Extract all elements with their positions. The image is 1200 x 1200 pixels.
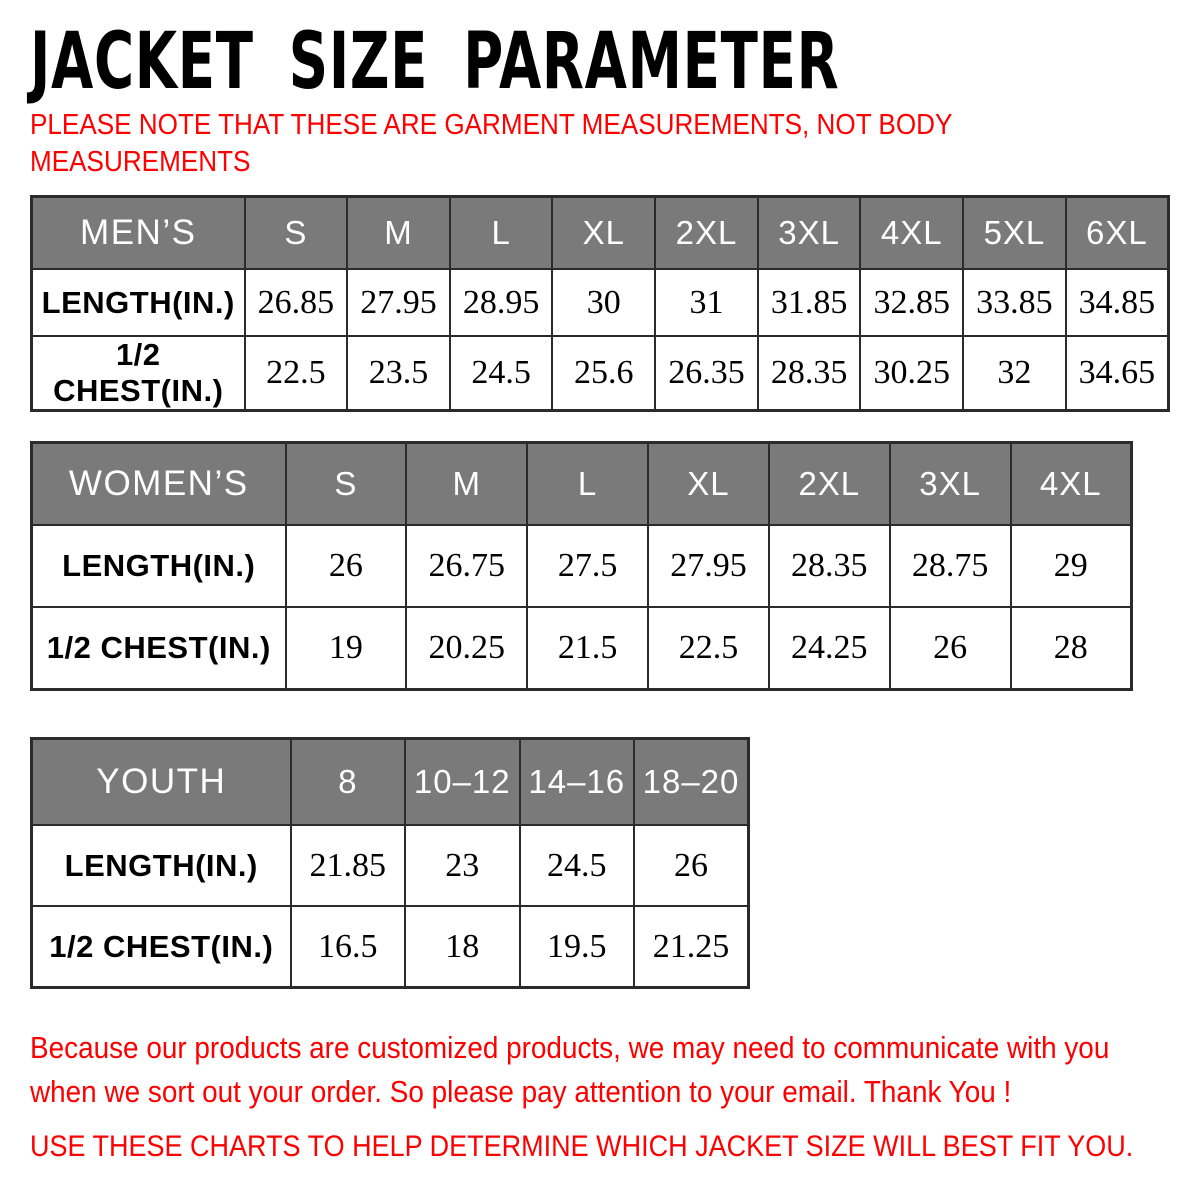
men-measurement-value: 34.65 [1066,336,1169,411]
women-measurement-value: 20.25 [406,607,527,690]
youth-measurement-value: 23 [405,825,520,906]
women-measurement-value: 28.75 [890,525,1011,607]
women-measurement-value: 24.25 [769,607,890,690]
women-measurement-value: 29 [1011,525,1132,607]
women-measurement-value: 26 [890,607,1011,690]
youth-measurement-value: 24.5 [520,825,635,906]
youth-size-header: 8 [291,739,406,826]
customization-note-line-2: when we sort out your order. So please pay attention to your email. Thank You ! [30,1074,1012,1109]
men-row-label: LENGTH(IN.) [32,269,245,336]
men-size-header: 3XL [758,197,861,270]
garment-note-line-1: PLEASE NOTE THAT THESE ARE GARMENT MEASUREMENTS, NOT BODY [30,109,953,141]
men-size-header: XL [552,197,655,270]
women-size-header: M [406,443,527,526]
youth-size-header: 10–12 [405,739,520,826]
youth-header-row [32,739,749,826]
women-size-header: 3XL [890,443,1011,526]
women-measurement-value: 28.35 [769,525,890,607]
youth-measurement-value: 16.5 [291,906,406,988]
youth-measurement-value: 21.25 [634,906,749,988]
women-measurement-value: 22.5 [648,607,769,690]
womens-size-table [30,441,1133,691]
men-measurement-value: 27.95 [347,269,450,336]
men-measurement-row [32,269,1169,336]
women-size-header: XL [648,443,769,526]
men-measurement-value: 23.5 [347,336,450,411]
men-size-header: L [450,197,553,270]
men-measurement-row [32,336,1169,411]
men-size-header: M [347,197,450,270]
youth-row-label: LENGTH(IN.) [32,825,291,906]
men-size-header: 4XL [860,197,963,270]
women-row-label: LENGTH(IN.) [32,525,286,607]
youth-measurement-value: 19.5 [520,906,635,988]
men-measurement-value: 31 [655,269,758,336]
men-measurement-value: 24.5 [450,336,553,411]
women-row-label: 1/2 CHEST(IN.) [32,607,286,690]
men-row-label: 1/2 CHEST(IN.) [32,336,245,411]
customization-note-line-1: Because our products are customized products, we may need to communicate with you [30,1030,1110,1065]
men-measurement-value: 26.85 [245,269,348,336]
youth-group-label: YOUTH [32,739,291,826]
youth-row-label: 1/2 CHEST(IN.) [32,906,291,988]
men-measurement-value: 25.6 [552,336,655,411]
page-title: JACKET SIZE PARAMETER [30,17,840,107]
men-size-header: 5XL [963,197,1066,270]
women-measurement-row [32,525,1132,607]
women-header-row [32,443,1132,526]
men-size-header: 6XL [1066,197,1169,270]
men-measurement-value: 32 [963,336,1066,411]
men-measurement-value: 34.85 [1066,269,1169,336]
fit-advice-line: USE THESE CHARTS TO HELP DETERMINE WHICH JACKET SIZE WILL BEST FIT YOU. [30,1130,1134,1163]
men-measurement-value: 22.5 [245,336,348,411]
youth-measurement-value: 21.85 [291,825,406,906]
women-measurement-value: 19 [286,607,407,690]
women-group-label: WOMEN’S [32,443,286,526]
youth-size-header: 14–16 [520,739,635,826]
men-measurement-value: 33.85 [963,269,1066,336]
men-group-label: MEN’S [32,197,245,270]
youth-measurement-value: 26 [634,825,749,906]
women-measurement-value: 27.5 [527,525,648,607]
women-measurement-value: 21.5 [527,607,648,690]
men-size-header: S [245,197,348,270]
mens-size-table [30,195,1170,412]
garment-note-line-2: MEASUREMENTS [30,146,251,178]
women-measurement-value: 28 [1011,607,1132,690]
youth-size-header: 18–20 [634,739,749,826]
women-measurement-value: 27.95 [648,525,769,607]
men-size-header: 2XL [655,197,758,270]
women-measurement-value: 26.75 [406,525,527,607]
men-measurement-value: 28.95 [450,269,553,336]
men-header-row [32,197,1169,270]
men-measurement-value: 30 [552,269,655,336]
men-measurement-value: 30.25 [860,336,963,411]
men-measurement-value: 28.35 [758,336,861,411]
women-size-header: 2XL [769,443,890,526]
women-size-header: S [286,443,407,526]
men-measurement-value: 31.85 [758,269,861,336]
men-measurement-value: 26.35 [655,336,758,411]
youth-size-table [30,737,750,989]
women-size-header: L [527,443,648,526]
youth-measurement-row [32,906,749,988]
women-measurement-value: 26 [286,525,407,607]
women-measurement-row [32,607,1132,690]
youth-measurement-value: 18 [405,906,520,988]
women-size-header: 4XL [1011,443,1132,526]
youth-measurement-row [32,825,749,906]
men-measurement-value: 32.85 [860,269,963,336]
